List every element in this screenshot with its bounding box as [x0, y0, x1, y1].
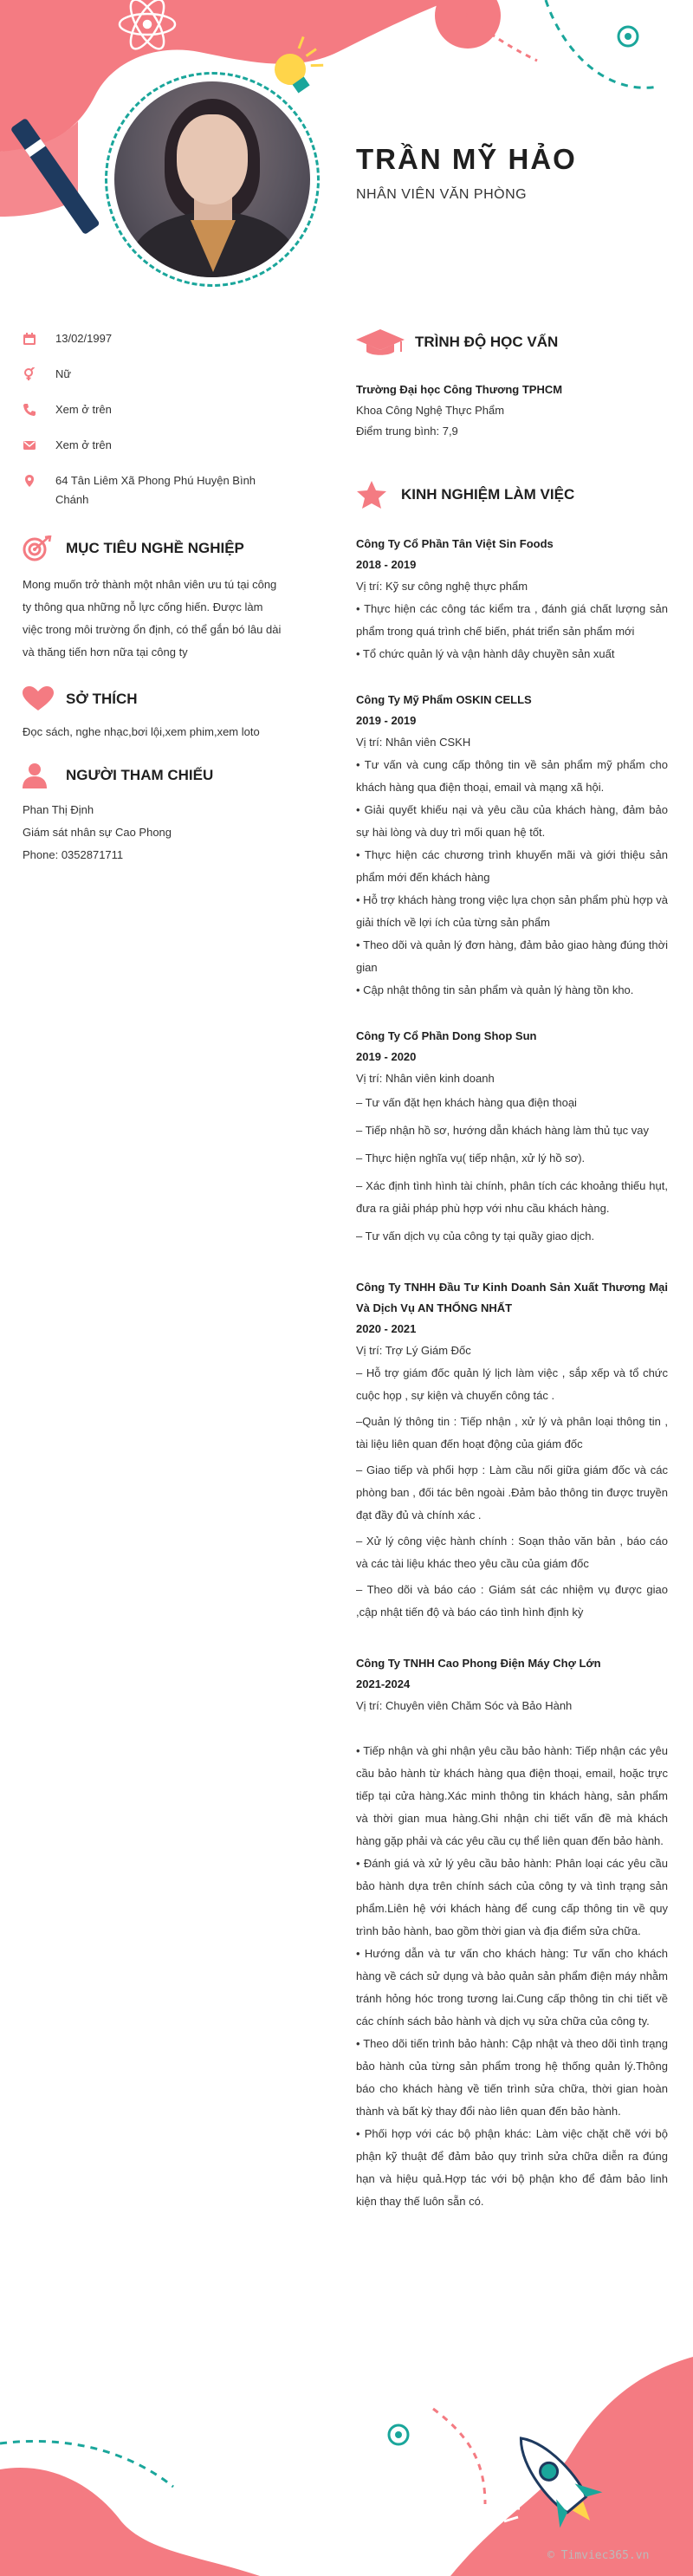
- email-row: Xem ở trên: [23, 436, 282, 455]
- target-icon: [23, 535, 54, 561]
- job-entry: Công Ty TNHH Cao Phong Điện Máy Chợ Lớn 2021-2024 Vị trí: Chuyên viên Chăm Sóc và Bảo Hành • Tiếp nhận và ghi nhận yêu cầu bảo hành: Tiếp nhận các yêu cầu bảo hành từ khách hàng qua điện thoại, email, hoặc trực tiếp tại cửa hàng.Xác minh thông tin khách hàng, sản phẩm và thời gian mua hàng.Ghi nhận chi tiết vấn đề mà khách hàng gặp phải và các yêu cầu cụ thể liên quan đến bảo hành. • Đánh giá và xử lý yêu cầu bảo hành: Phân loại các yêu cầu bảo hành dựa trên chính sách của công ty và tình trạng sản phẩm.Liên hệ với khách hàng để cung cấp thông tin về quy trình bảo hành, bao gồm thời gian và địa điểm sửa chữa. • Hướng dẫn và tư vấn cho khách hàng: Tư vấn cho khách hàng về cách sử dụng và bảo quản sản phẩm điện máy nhằm tránh hỏng hóc trong tương lai.Cung cấp thông tin chi tiết về các chính sách bảo hành và dịch vụ sửa chữa của công ty. • Theo dõi tiến trình bảo hành: Cập nhật và theo dõi tình trạng bảo hành của từng sản phẩm trong hệ thống quản lý.Thông báo cho khách hàng về tiến trình sửa chữa, thời gian hoàn thành và bất kỳ thay đổi nào liên quan đến bảo hành. • Phối hợp với các bộ phận khác: Làm việc chặt chẽ với bộ phận kỹ thuật để đảm bảo quy trình sửa chữa diễn ra đúng hạn và hiệu quả.Hợp tác với bộ phận kho để đảm bảo linh kiện thay thế luôn sẵn có.: [356, 1657, 668, 2208]
- footer-decoration: [0, 2339, 693, 2576]
- location-icon: [23, 471, 55, 490]
- job-entry: Công Ty Cổ Phần Dong Shop Sun 2019 - 2020 Vị trí: Nhân viên kinh doanh – Tư vấn đặt hẹn khách hàng qua điện thoại – Tiếp nhận hồ sơ, hướng dẫn khách hàng làm thủ tục vay – Thực hiện nghĩa vụ( tiếp nhận, xử lý hồ sơ). – Xác định tình hình tài chính, phân tích các khoảng thiếu hụt, đưa ra giải pháp phù hợp với nhu cầu khách hàng. – Tư vấn dịch vụ của công ty tại quầy giao dịch.: [356, 1029, 668, 1243]
- person-icon: [23, 762, 54, 788]
- education-heading: TRÌNH ĐỘ HỌC VẤN: [356, 328, 668, 357]
- calendar-icon: [23, 329, 55, 348]
- reference-details: Phan Thị Định Giám sát nhân sự Cao Phong Phone: 0352871711: [23, 803, 172, 861]
- watermark: © Timviec365.vn: [547, 2549, 650, 2562]
- experience-heading: KINH NGHIỆM LÀM VIỆC: [356, 480, 668, 509]
- candidate-job-title: NHÂN VIÊN VĂN PHÒNG: [356, 187, 528, 202]
- hobbies-heading: SỞ THÍCH: [23, 686, 282, 712]
- job-entry: Công Ty TNHH Đầu Tư Kinh Doanh Sản Xuất Thương Mại Và Dịch Vụ AN THỐNG NHẤT 2020 - 2021 Vị trí: Trợ Lý Giám Đốc – Hỗ trợ giám đốc quản lý lịch làm việc , sắp xếp và tổ chức cuộc họp , sự kiện và chuyến công tác . –Quản lý thông tin : Tiếp nhận , xử lý và phân loại thông tin , tài liệu liên quan đến hoạt động của giám đốc – Giao tiếp và phối hợp : Làm cầu nối giữa giám đốc và các phòng ban , đối tác bên ngoài .Đảm bảo thông tin được truyền đạt đầy đủ và chính xác . – Xử lý công việc hành chính : Soạn thảo văn bản , báo cáo và các tài liệu khác theo yêu cầu của giám đốc – Theo dõi và báo cáo : Giám sát các nhiệm vụ được giao ,cập nhật tiến độ và báo cáo tình hình định kỳ: [356, 1281, 668, 1619]
- hobbies-text: Đọc sách, nghe nhạc,bơi lội,xem phim,xem loto: [23, 725, 260, 738]
- left-column: [23, 329, 282, 866]
- profile-photo: [105, 72, 320, 287]
- job-entry: Công Ty Mỹ Phẩm OSKIN CELLS 2019 - 2019 Vị trí: Nhân viên CSKH • Tư vấn và cung cấp thông tin về sản phẩm mỹ phẩm cho khách hàng qua điện thoại, email và mạng xã hội. • Giải quyết khiếu nại và yêu cầu của khách hàng, đảm bảo sự hài lòng và duy trì mối quan hệ tốt. • Thực hiện các chương trình khuyến mãi và giới thiệu sản phẩm mới đến khách hàng • Hỗ trợ khách hàng trong việc lựa chọn sản phẩm phù hợp và giải thích về lợi ích của từng sản phẩm • Theo dõi và quản lý đơn hàng, đảm bảo giao hàng đúng thời gian • Cập nhật thông tin sản phẩm và quản lý hàng tồn kho.: [356, 693, 668, 996]
- heart-icon: [23, 686, 54, 712]
- references-heading: NGƯỜI THAM CHIẾU: [23, 762, 282, 788]
- objective-text: Mong muốn trở thành một nhân viên ưu tú tại công ty thông qua những nỗ lực cống hiến. Được làm việc trong môi trường ổn định, có thể gắn bó lâu dài và thăng tiến hơn nữa tại công ty: [23, 578, 282, 659]
- education-details: Trường Đại học Công Thương TPHCM Khoa Công Nghệ Thực Phẩm Điểm trung bình: 7,9: [356, 383, 563, 438]
- phone-row: Xem ở trên: [23, 400, 282, 419]
- birthdate-row: 13/02/1997: [23, 329, 282, 348]
- address-row: 64 Tân Liêm Xã Phong Phú Huyện Bình Chánh: [23, 471, 282, 509]
- objective-heading: MỤC TIÊU NGHỀ NGHIỆP: [23, 535, 282, 561]
- header-decoration: [0, 0, 693, 286]
- graduation-cap-icon: [356, 328, 405, 357]
- right-column: [356, 328, 668, 2213]
- gender-icon: [23, 365, 55, 384]
- star-icon: [356, 480, 391, 509]
- phone-icon: [23, 400, 55, 419]
- email-icon: [23, 436, 55, 455]
- candidate-name: TRẦN MỸ HẢO: [356, 143, 577, 175]
- experience-list: [356, 534, 668, 2213]
- job-entry: Công Ty Cổ Phần Tân Việt Sin Foods 2018 - 2019 Vị trí: Kỹ sư công nghệ thực phẩm • Thực hiện các công tác kiểm tra , đánh giá chất lượng sản phẩm trong quá trình chế biến, phát triển sản phẩm mới • Tổ chức quản lý và vận hành dây chuyền sản xuất: [356, 537, 668, 660]
- gender-row: Nữ: [23, 365, 282, 384]
